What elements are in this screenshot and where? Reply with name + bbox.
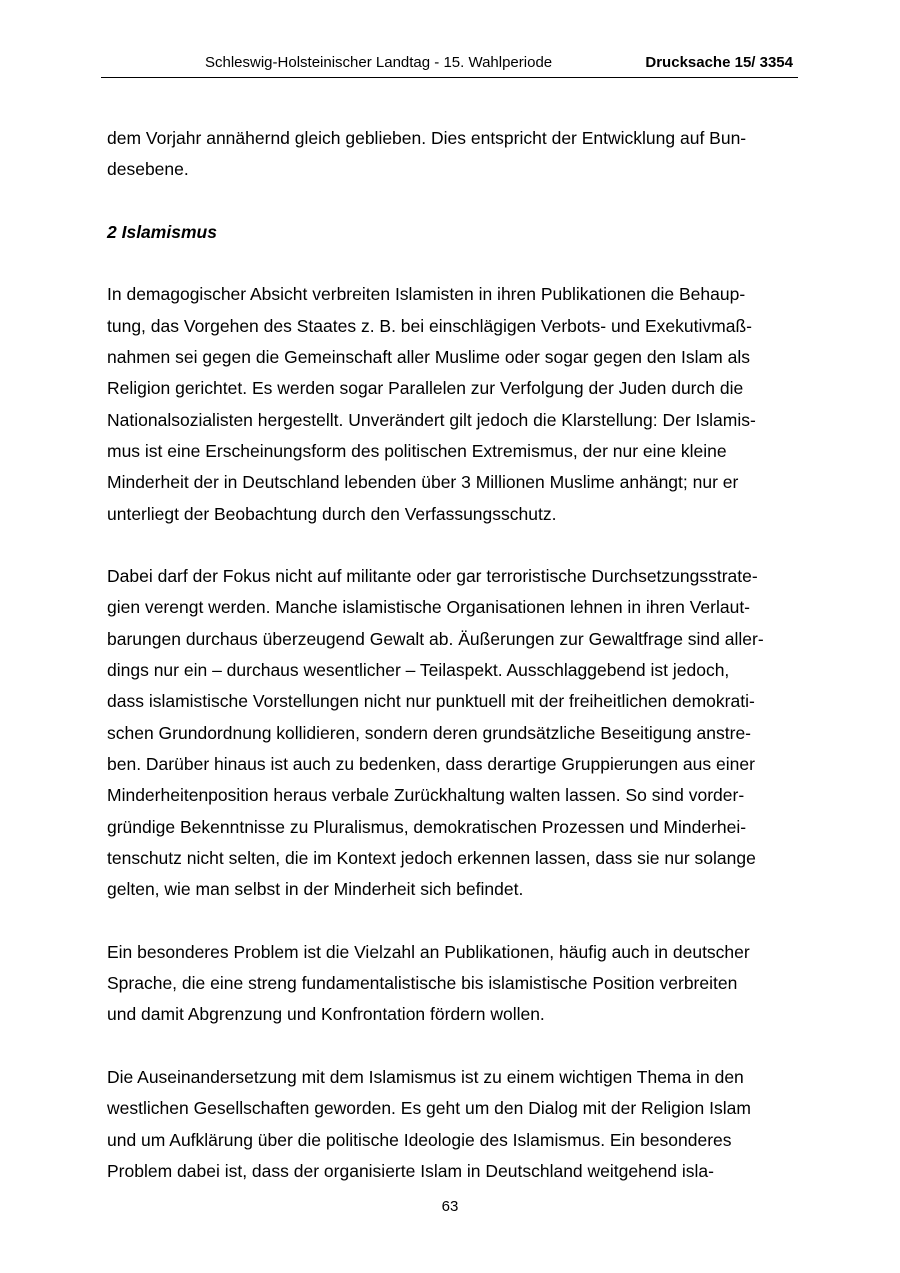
text-line: dings nur ein – durchaus wesentlicher – Teilaspekt. Ausschlaggebend ist jedoch, [107,660,730,681]
text-line: Sprache, die eine streng fundamentalistische bis islamistische Position verbreiten [107,973,738,994]
document-body [107,123,797,1187]
text-line: barungen durchaus überzeugend Gewalt ab. Äußerungen zur Gewaltfrage sind aller- [107,628,764,649]
text-line: Minderheit der in Deutschland lebenden über 3 Millionen Muslime anhängt; nur er [107,472,739,493]
text-line: Religion gerichtet. Es werden sogar Parallelen zur Verfolgung der Juden durch die [107,378,744,399]
paragraph-1 [107,279,797,529]
paragraph-intro [107,123,797,186]
text-line: tenschutz nicht selten, die im Kontext jedoch erkennen lassen, dass sie nur solange [107,847,756,868]
text-line: desebene. [107,159,189,180]
text-line: unterliegt der Beobachtung durch den Verfassungsschutz. [107,503,557,524]
document-reference: Drucksache 15/ 3354 [645,54,793,71]
text-line: schen Grundordnung kollidieren, sondern deren grundsätzliche Beseitigung anstre- [107,722,752,743]
text-line: und damit Abgrenzung und Konfrontation fördern wollen. [107,1004,545,1025]
text-line: Ein besonderes Problem ist die Vielzahl an Publikationen, häufig auch in deutscher [107,941,750,962]
text-line: dass islamistische Vorstellungen nicht nur punktuell mit der freiheitlichen demokrati- [107,691,755,712]
paragraph-3 [107,937,797,1031]
text-line: Dabei darf der Fokus nicht auf militante oder gar terroristische Durchsetzungsstrate- [107,566,758,587]
text-line: Die Auseinandersetzung mit dem Islamismus ist zu einem wichtigen Thema in den [107,1066,744,1087]
text-line: Nationalsozialisten hergestellt. Unverändert gilt jedoch die Klarstellung: Der Islamis- [107,409,756,430]
text-line: Problem dabei ist, dass der organisierte Islam in Deutschland weitgehend isla- [107,1160,714,1181]
text-line: mus ist eine Erscheinungsform des politischen Extremismus, der nur eine kleine [107,440,727,461]
paragraph-4 [107,1062,797,1187]
text-line: gelten, wie man selbst in der Minderheit sich befindet. [107,879,524,900]
paragraph-2 [107,561,797,905]
text-line: gien verengt werden. Manche islamistische Organisationen lehnen in ihren Verlaut- [107,597,751,618]
text-line: gründige Bekenntnisse zu Pluralismus, demokratischen Prozessen und Minderhei- [107,816,747,837]
text-line: westlichen Gesellschaften geworden. Es geht um den Dialog mit der Religion Islam [107,1098,751,1119]
text-line: dem Vorjahr annähernd gleich geblieben. Dies entspricht der Entwicklung auf Bun- [107,128,747,148]
text-line: nahmen sei gegen die Gemeinschaft aller Muslime oder sogar gegen den Islam als [107,347,750,368]
text-line: und um Aufklärung über die politische Ideologie des Islamismus. Ein besonderes [107,1129,732,1150]
text-line: Minderheitenposition heraus verbale Zurückhaltung walten lassen. So sind vorder- [107,785,745,806]
header-title: Schleswig-Holsteinischer Landtag - 15. Wahlperiode [205,54,553,71]
text-line: tung, das Vorgehen des Staates z. B. bei einschlägigen Verbots- und Exekutivmaß- [107,315,752,336]
section-heading: 2 Islamismus [107,221,217,242]
page-header [101,52,798,78]
text-line: ben. Darüber hinaus ist auch zu bedenken, dass derartige Gruppierungen aus einer [107,753,755,774]
page-number: 63 [441,1198,459,1215]
text-line: In demagogischer Absicht verbreiten Islamisten in ihren Publikationen die Behaup- [107,284,746,305]
